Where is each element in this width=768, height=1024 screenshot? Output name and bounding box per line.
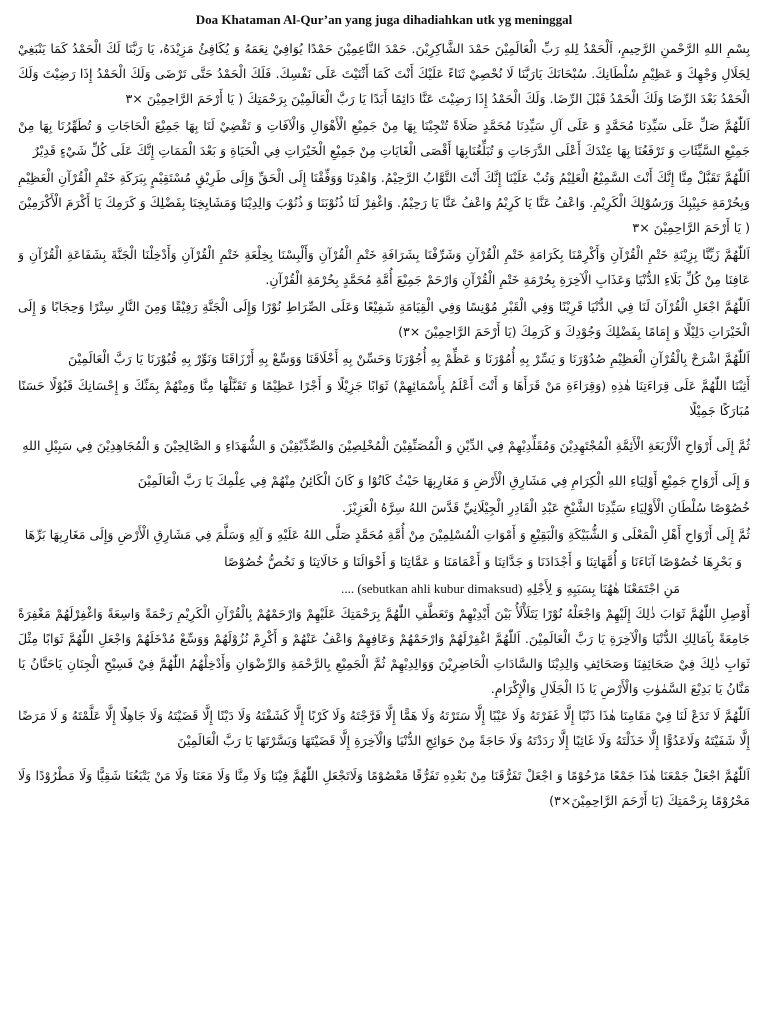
reward-paragraph: أَثِبْنَا اللّٰهُمَّ عَلَى قِرَاءَتِنَا هٰذِهِ (وَقِرَاءَةِ مَنْ قَرَأَهَا وَ أَنْتَ أَعْلَمُ بِأَسْمَائِهِمْ) ثَوَابًا جَزِيْلًا وَ أَجْرًا عَظِيْمًا وَ تَقَبَّلْهَا مِنَّا وَمِنْهُمْ بِمَنِّكَ وَ إِحْسَانِكَ قَبُوْلًا حَسَنًا مُبَارَكًا جَمِيْلًا	[18, 378, 750, 418]
imams-dedication-paragraph: ثُمَّ إِلَى أَرْوَاحِ الْأَرْبَعَةِ الْأَئِمَّةِ الْمُجْتَهِدِيْنَ وَمُقَلِّدِيْهِمْ فِي الدِّيْنِ وَ الْمُصَنِّفِيْنَ الْمُخْلِصِيْنَ وَالصِّدِّيْقِيْنَ وَ الشُّهَدَاءِ وَ الصَّالِحِيْنَ وَ الْمُجَاهِدِيْنَ فِي سَبِيْلِ اللهِ	[22, 438, 750, 453]
adornment-paragraph: اَللّٰهُمَّ زَيِّنَّا بِزِيْنَةِ خَتْمِ الْقُرْآنِ وَأَكْرِمْنَا بِكَرَامَةِ خَتْمِ الْقُرْآنِ وَشَرِّفْنَا بِشَرَافَةِ خَتْمِ الْقُرْآنِ وَأَلْبِسْنَا بِخِلْعَةِ خَتْمِ الْقُرْآنِ وَأَدْخِلْنَا الْجَنَّةَ بِشَفَاعَةِ الْقُرْآنِ وَ عَافِنَا مِنْ كُلِّ بَلَاءِ الدُّنْيَا وَعَذَابِ الْآخِرَةِ بِحُرْمَةِ خَتْمِ الْقُرْآنِ وَارْحَمْ جَمِيْعَ أُمَّةِ مُحَمَّدٍ بِحُرْمَةِ الْقُرْآنِ.	[18, 247, 750, 287]
quran-companion-paragraph: اَللّٰهُمَّ اجْعَلِ الْقُرْآنَ لَنَا فِي الدُّنْيَا قَرِيْنًا وَفِي الْقَبْرِ مُوْنِسًا وَفِي الْقِيَامَةِ شَفِيْعًا وَعَلَى الصِّرَاطِ نُوْرًا وَإِلَى الْجَنَّةِ رَفِيْقًا وَمِنَ النَّارِ سِتْرًا وَحِجَابًا وَ إِلَى الْخَيْرَاتِ دَلِيْلًا وَ إِمَامًا بِفَضْلِكَ وَجُوْدِكَ وَ كَرَمِكَ (يَا أَرْحَمَ الرَّاحِمِيْنَ ×٣)	[18, 299, 750, 339]
deceased-mention-arabic: مَنِ اجْتَمَعْنَا هٰهُنَا بِسَبَبِهِ وَ لِأَجْلِهِ	[526, 581, 680, 596]
opening-praise-paragraph: بِسْمِ اللهِ الرَّحْمنِ الرَّحِيمِ، اَلْحَمْدُ لِلهِ رَبِّ الْعَالَمِيْنَ حَمْدَ الشَّاكِرِيْنَ. حَمْدَ النَّاعِمِيْنَ حَمْدًا يُوَافِيْ نِعَمَهُ وَ يُكَافِئُ مَزِيْدَهُ، يَا رَبَّنَا لَكَ الْحَمْدُ كَمَا يَنْبَغِيْ لِجَلَالِ وَجْهِكَ وَ عَظِيْمِ سُلْطَانِكَ. سُبْحَانَكَ يَارَبَّنَا لَا نُحْصِيْ ثَنَاءً عَلَيْكَ أَنْتَ كَمَا أَثْنَيْتَ عَلَى نَفْسِكَ. فَلَكَ الْحَمْدُ حَتَّى تَرْضَى وَلَكَ الْحَمْدُ إِذَا رَضِيْتَ وَلَكَ الْحَمْدُ بَعْدَ الرِّضَا وَلَكَ الْحَمْدُ قَبْلَ الرِّضَا. وَلَكَ الْحَمْدُ إِذَا رَضِيْتَ عَنَّا دَائِمًا أَبَدًا يَا رَبَّ الْعَالَمِيْنَ بِرَحْمَتِكَ ( يَا أَرْحَمَ الرَّاحِمِيْنَ ×٣	[18, 41, 750, 106]
send-reward-paragraph: أَوْصِلِ اللّٰهُمَّ ثَوَابَ ذٰلِكَ إِلَيْهِمْ وَاجْعَلْهُ نُوْرًا يَتَلَأْلَأُ بَيْنَ أَيْدِيْهِمْ وَتَعَطَّفِ اللّٰهُمَّ بِرَحْمَتِكَ عَلَيْهِمْ وَارْحَمْهُمْ بِالْقُرْآنِ الْكَرِيْمِ رَحْمَةً وَاسِعَةً وَاغْفِرْلَهُمْ مَغْفِرَةً جَامِعَةً بِآمَالِكِ الدُّنْيَا وَالْآخِرَةِ يَا رَبَّ الْعَالَمِيْنَ. اَللّٰهُمَّ اغْفِرْلَهُمْ وَارْحَمْهُمْ وَعَافِهِمْ وَاعْفُ عَنْهُمْ وَ أَكْرِمْ نُزُوْلَهُمْ وَوَسِّعْ مُدْخَلَهُمْ وَاجْعَلِ اللّٰهُمَّ ثَوَابًا مِثْلَ ثَوَابِ ذٰلِكَ فِيْ صَحَائِفِنَا وَصَحَائِفِ وَالِدِيْنَا وَالسَّادَاتِ الْحَاضِرِيْنَ وَوَالِدِيْهِمْ ثُمَّ الْجَمِيْعِ بِالرَّحْمَةِ وَالرِّضْوَانِ وَأَدْخِلْهُمُ اللّٰهُمَّ فِيْ فَسِيْحِ الْجِنَانِ يَاحَنَّانُ يَا مَنَّانُ يَا بَدِيْعَ السَّمٰوٰتِ وَالْأَرْضِ يَا ذَا الْجَلَالِ وَالْإِكْرَامِ.	[18, 606, 750, 696]
expand-chests-paragraph: اَللّٰهُمَّ اشْرَحْ بِالْقُرْآنِ الْعَظِيْمِ صُدُوْرَنَا وَ يَسِّرْ بِهِ أُمُوْرَنَا وَ عَظِّمْ بِهِ أُجُوْرَنَا وَحَسِّنْ بِهِ أَخْلَاقَنَا وَوَسِّعْ بِهِ أَرْزَاقَنَا وَنَوِّرْ بِهِ قُبُوْرَنَا يَا رَبَّ الْعَالَمِيْنَ	[68, 351, 750, 366]
salawat-paragraph: اَللّٰهُمَّ صَلِّ عَلَى سَيِّدِنَا مُحَمَّدٍ وَ عَلَى آلِ سَيِّدِنَا مُحَمَّدٍ صَلَاةً تُنْجِيْنَا بِهَا مِنْ جَمِيْعِ الْأَهْوَالِ وَالْآفَاتِ وَ تَقْضِيْ لَنَا بِهَا جَمِيْعَ الْحَاجَاتِ وَ تُطَهِّرُنَا بِهَا مِنْ جَمِيْعِ السَّيِّئَاتِ وَ تَرْفَعُنَا بِهَا عِنْدَكَ أَعْلَى الدَّرَجَاتِ وَ تُبَلِّغُنَابِهَا أَقْصَى الْغَايَاتِ مِنْ جَمِيْعِ الْخَيْرَاتِ فِي الْحَيَاةِ وَ بَعْدَ الْمَمَاتِ إِنَّكَ عَلَى كُلِّ شَيْءٍ قَدِيْرٌ	[18, 118, 750, 158]
relatives-dedication-paragraph: وَ بَحْرِهَا خُصُوْصًا آبَاءَنَا وَ أُمَّهَاتِنَا وَ أَجْدَادَنَا وَ جَدَّاتِنَا وَ أَعْمَامَنَا وَ عَمَّاتِنَا وَ أَخْوَالَنَا وَ خَالَاتِنَا وَ نَخُصُّ خُصُوْصًا	[224, 554, 742, 569]
leave-no-sin-paragraph: اَللّٰهُمَّ لَا تَدَعْ لَنَا فِيْ مَقَامِنَا هٰذَا ذَنْبًا إِلَّا غَفَرْتَهُ وَلَا عَيْبًا إِلَّا سَتَرْتَهُ وَلَا هَمًّا إِلَّا فَرَّجْتَهُ وَلَا كَرْبًا إِلَّا كَشَفْتَهُ وَلَا دَيْنًا إِلَّا قَضَيْتَهُ وَلَا جَاهِلًا إِلَّا عَلَّمْتَهُ وَ لَا مَرَضًا إِلَّا شَفَيْتَهُ وَلَاعَدُوًّا إِلَّا خَذَلْتَهُ وَلَا غَائِبًا إِلَّا رَدَدْتَهُ وَلَا حَاجَةً مِنْ حَوَائِجِ الدُّنْيَا وَالْآخِرَةِ إِلَّا قَضَيْتَهَا وَيَسَّرْتَهَا يَا رَبَّ الْعَالَمِيْنَ	[18, 708, 750, 748]
closing-gathering-paragraph: اَللّٰهُمَّ اجْعَلْ جَمْعَنَا هٰذَا جَمْعًا مَرْحُوْمًا وَ اجْعَلْ تَفَرُّقَنَا مِنْ بَعْدِهِ تَفَرُّقًا مَعْصُوْمًا وَلَاتَجْعَلِ اللّٰهُمَّ فِيْنَا وَلَا مِنَّا وَلَا مَعَنَا وَلَا مَنْ يَتْبَعُنَا شَقِيًّا وَلَا مَطْرُوْدًا وَلَا مَحْرُوْمًا بِرَحْمَتِكَ (يَا أَرْحَمَ الرَّاحِمِيْنَ×٣)	[18, 768, 750, 808]
deceased-mention-instruction: (sebutkan ahli kubur dimaksud) ....	[341, 581, 523, 596]
awliya-dedication-paragraph: وَ إِلَى أَرْوَاحِ جَمِيْعِ أَوْلِيَاءِ اللهِ الْكِرَامِ فِي مَشَارِقِ الْأَرْضِ وَ مَغَارِبِهَا حَيْثُ كَانُوْا وَ كَانَ الْكَائِنُ مِنْهُمْ فِي عِلْمِكَ يَا رَبَّ الْعَالَمِيْنَ	[137, 473, 750, 488]
deceased-mention-line	[18, 576, 750, 601]
acceptance-paragraph: اَللّٰهُمَّ تَقَبَّلْ مِنَّا إِنَّكَ أَنْتَ السَّمِيْعُ الْعَلِيْمُ وَتُبْ عَلَيْنَا إِنَّكَ أَنْتَ التَّوَّابُ الرَّحِيْمُ. وَاهْدِنَا وَوَفِّقْنَا إِلَى الْحَقِّ وَإِلَى طَرِيْقٍ مُسْتَقِيْمٍ بِبَرَكَةِ خَتْمِ الْقُرْآنِ الْعَظِيْمِ وَبِحُرْمَةِ حَبِيْبِكَ وَرَسُوْلِكَ الْكَرِيْمِ. وَاعْفُ عَنَّا يَا كَرِيْمُ وَاعْفُ عَنَّا يَا رَحِيْمُ. وَاغْفِرْ لَنَا ذُنُوْبَنَا وَ ذُنُوْبَ وَالِدِيْنَا وَمَشَايِخِنَا بِفَضْلِكَ وَ كَرَمِكَ يَا أَكْرَمَ الْأَكْرَمِيْنَ ( يَا أَرْحَمَ الرَّاحِمِيْنَ ×٣	[18, 170, 750, 235]
shaykh-dedication-paragraph: خُصُوْصًا سُلْطَانِ الْأَوْلِيَاءِ سَيِّدِنَا الشَّيْخِ عَبْدِ الْقَادِرِ الْجِيْلَانِيِّ قَدَّسَ اللهُ سِرَّهُ الْعَزِيْزَ.	[342, 500, 750, 515]
document-title: Doa Khataman Al-Qur’an yang juga dihadiahkan utk yg meninggal	[195, 12, 573, 27]
cemeteries-dedication-paragraph: ثُمَّ إِلَى أَرْوَاحِ أَهْلِ الْمَعْلَى وَ الشُّبَيْكَةِ وَالْبَقِيْعِ وَ أَمْوَاتِ الْمُسْلِمِيْنَ مِنْ أُمَّةِ مُحَمَّدٍ صَلَّى اللهُ عَلَيْهِ وَ آلِهِ وَسَلَّمَ فِي مَشَارِقِ الْأَرْضِ وَإِلَى مَغَارِبِهَا بَرِّهَا	[24, 527, 750, 542]
document-page	[18, 12, 750, 1012]
